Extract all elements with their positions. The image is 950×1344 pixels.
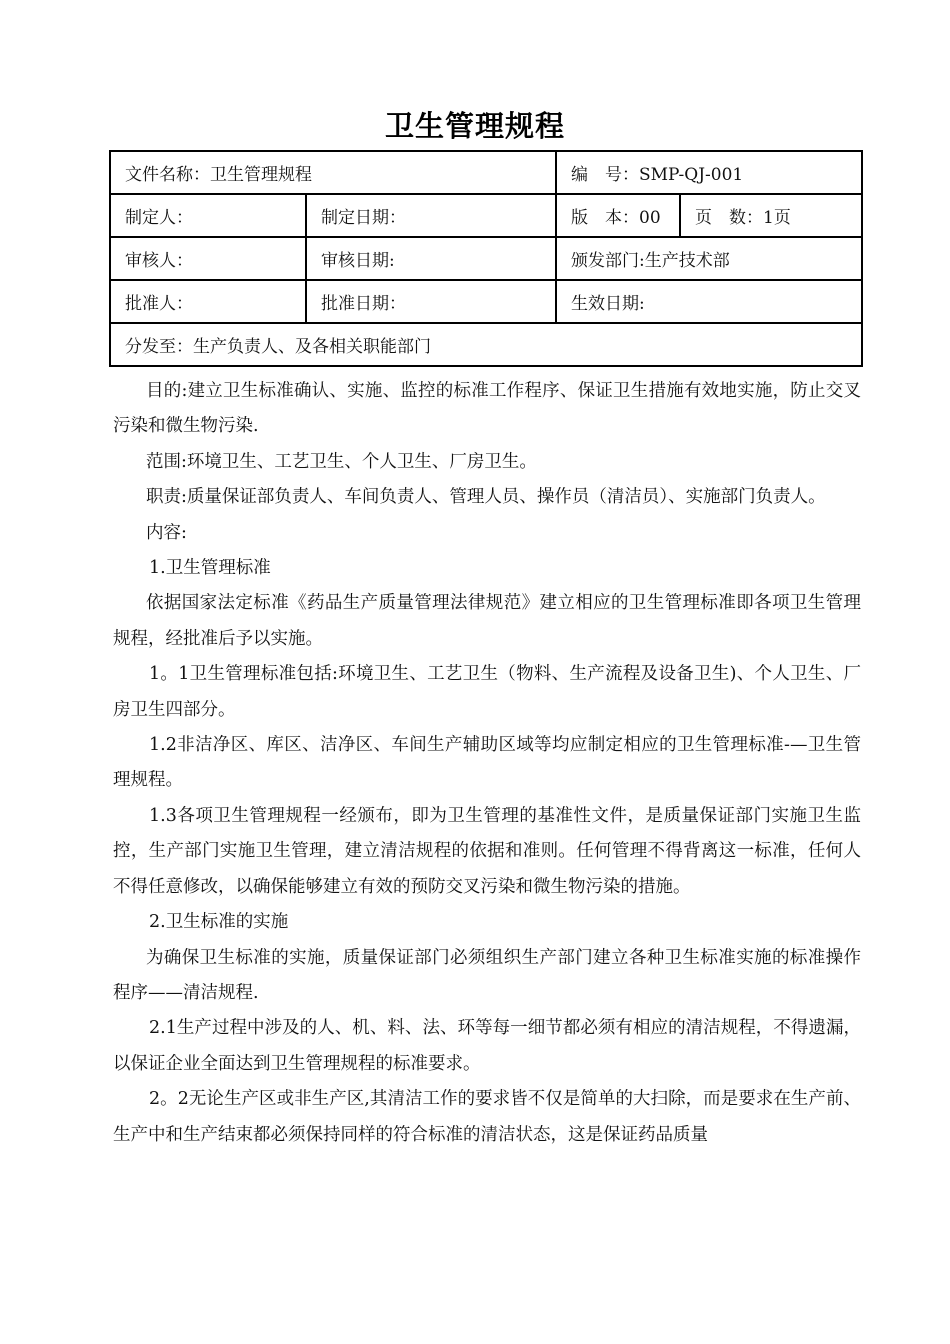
document-body — [113, 374, 861, 1153]
paragraph-2-2: 2。2无论生产区或非生产区,其清洁工作的要求皆不仅是简单的大扫除，而是要求在生产前、生产中和生产结束都必须保持同样的符合标准的清洁状态，这是保证药品质量 — [113, 1089, 861, 1145]
header-row-approve — [110, 280, 862, 323]
paragraph-content-heading: 内容: — [146, 522, 187, 543]
paragraph-purpose: 目的:建立卫生标准确认、实施、监控的标准工作程序、保证卫生措施有效地实施，防止交叉污染和微生物污染. — [113, 381, 861, 437]
header-row-review — [110, 237, 862, 280]
number-cell: 编 号：SMP-QJ-001 — [556, 151, 862, 194]
document-control-table — [109, 150, 863, 367]
paragraph-1-3: 1.3各项卫生管理规程一经颁布，即为卫生管理的基准性文件，是质量保证部门实施卫生监控，生产部门实施卫生管理，建立清洁规程的依据和准则。任何管理不得背离这一标准，任何人不得任意修改，以确保能够建立有效的预防交叉污染和微生物污染的措施。 — [113, 805, 861, 897]
paragraph-2-intro: 为确保卫生标准的实施，质量保证部门必须组织生产部门建立各种卫生标准实施的标准操作程序——清洁规程. — [113, 947, 861, 1003]
effective-date-cell: 生效日期: — [556, 280, 862, 323]
section-heading-2: 2.卫生标准的实施 — [149, 912, 289, 933]
document-title: 卫生管理规程 — [384, 109, 565, 143]
review-date-cell: 审核日期: — [306, 237, 556, 280]
pages-cell: 页 数：1页 — [680, 194, 862, 237]
author-cell: 制定人： — [110, 194, 306, 237]
author-date-cell: 制定日期： — [306, 194, 556, 237]
paragraph-1-1: 1。1卫生管理标准包括:环境卫生、工艺卫生（物料、生产流程及设备卫生)、个人卫生、厂房卫生四部分。 — [113, 664, 861, 720]
issuing-dept-cell: 颁发部门:生产技术部 — [556, 237, 862, 280]
distribution-cell: 分发至：生产负责人、及各相关职能部门 — [110, 323, 862, 366]
header-row-distribution — [110, 323, 862, 366]
approver-cell: 批准人： — [110, 280, 306, 323]
header-row-file — [110, 151, 862, 194]
paragraph-responsibility: 职责:质量保证部负责人、车间负责人、管理人员、操作员（清洁员）、实施部门负责人。 — [146, 487, 826, 508]
section-heading-1: 1.卫生管理标准 — [149, 558, 271, 579]
paragraph-1-2: 1.2非洁净区、库区、洁净区、车间生产辅助区域等均应制定相应的卫生管理标准-—卫生管理规程。 — [113, 735, 861, 791]
paragraph-1-intro: 依据国家法定标准《药品生产质量管理法律规范》建立相应的卫生管理标准即各项卫生管理规程，经批准后予以实施。 — [113, 593, 861, 649]
approve-date-cell: 批准日期： — [306, 280, 556, 323]
paragraph-scope: 范围:环境卫生、工艺卫生、个人卫生、厂房卫生。 — [146, 451, 537, 472]
version-cell: 版 本：00 — [556, 194, 680, 237]
file-name-cell: 文件名称：卫生管理规程 — [110, 151, 556, 194]
header-row-author — [110, 194, 862, 237]
paragraph-2-1: 2.1生产过程中涉及的人、机、料、法、环等每一细节都必须有相应的清洁规程，不得遗漏，以保证企业全面达到卫生管理规程的标准要求。 — [113, 1018, 861, 1074]
reviewer-cell: 审核人： — [110, 237, 306, 280]
